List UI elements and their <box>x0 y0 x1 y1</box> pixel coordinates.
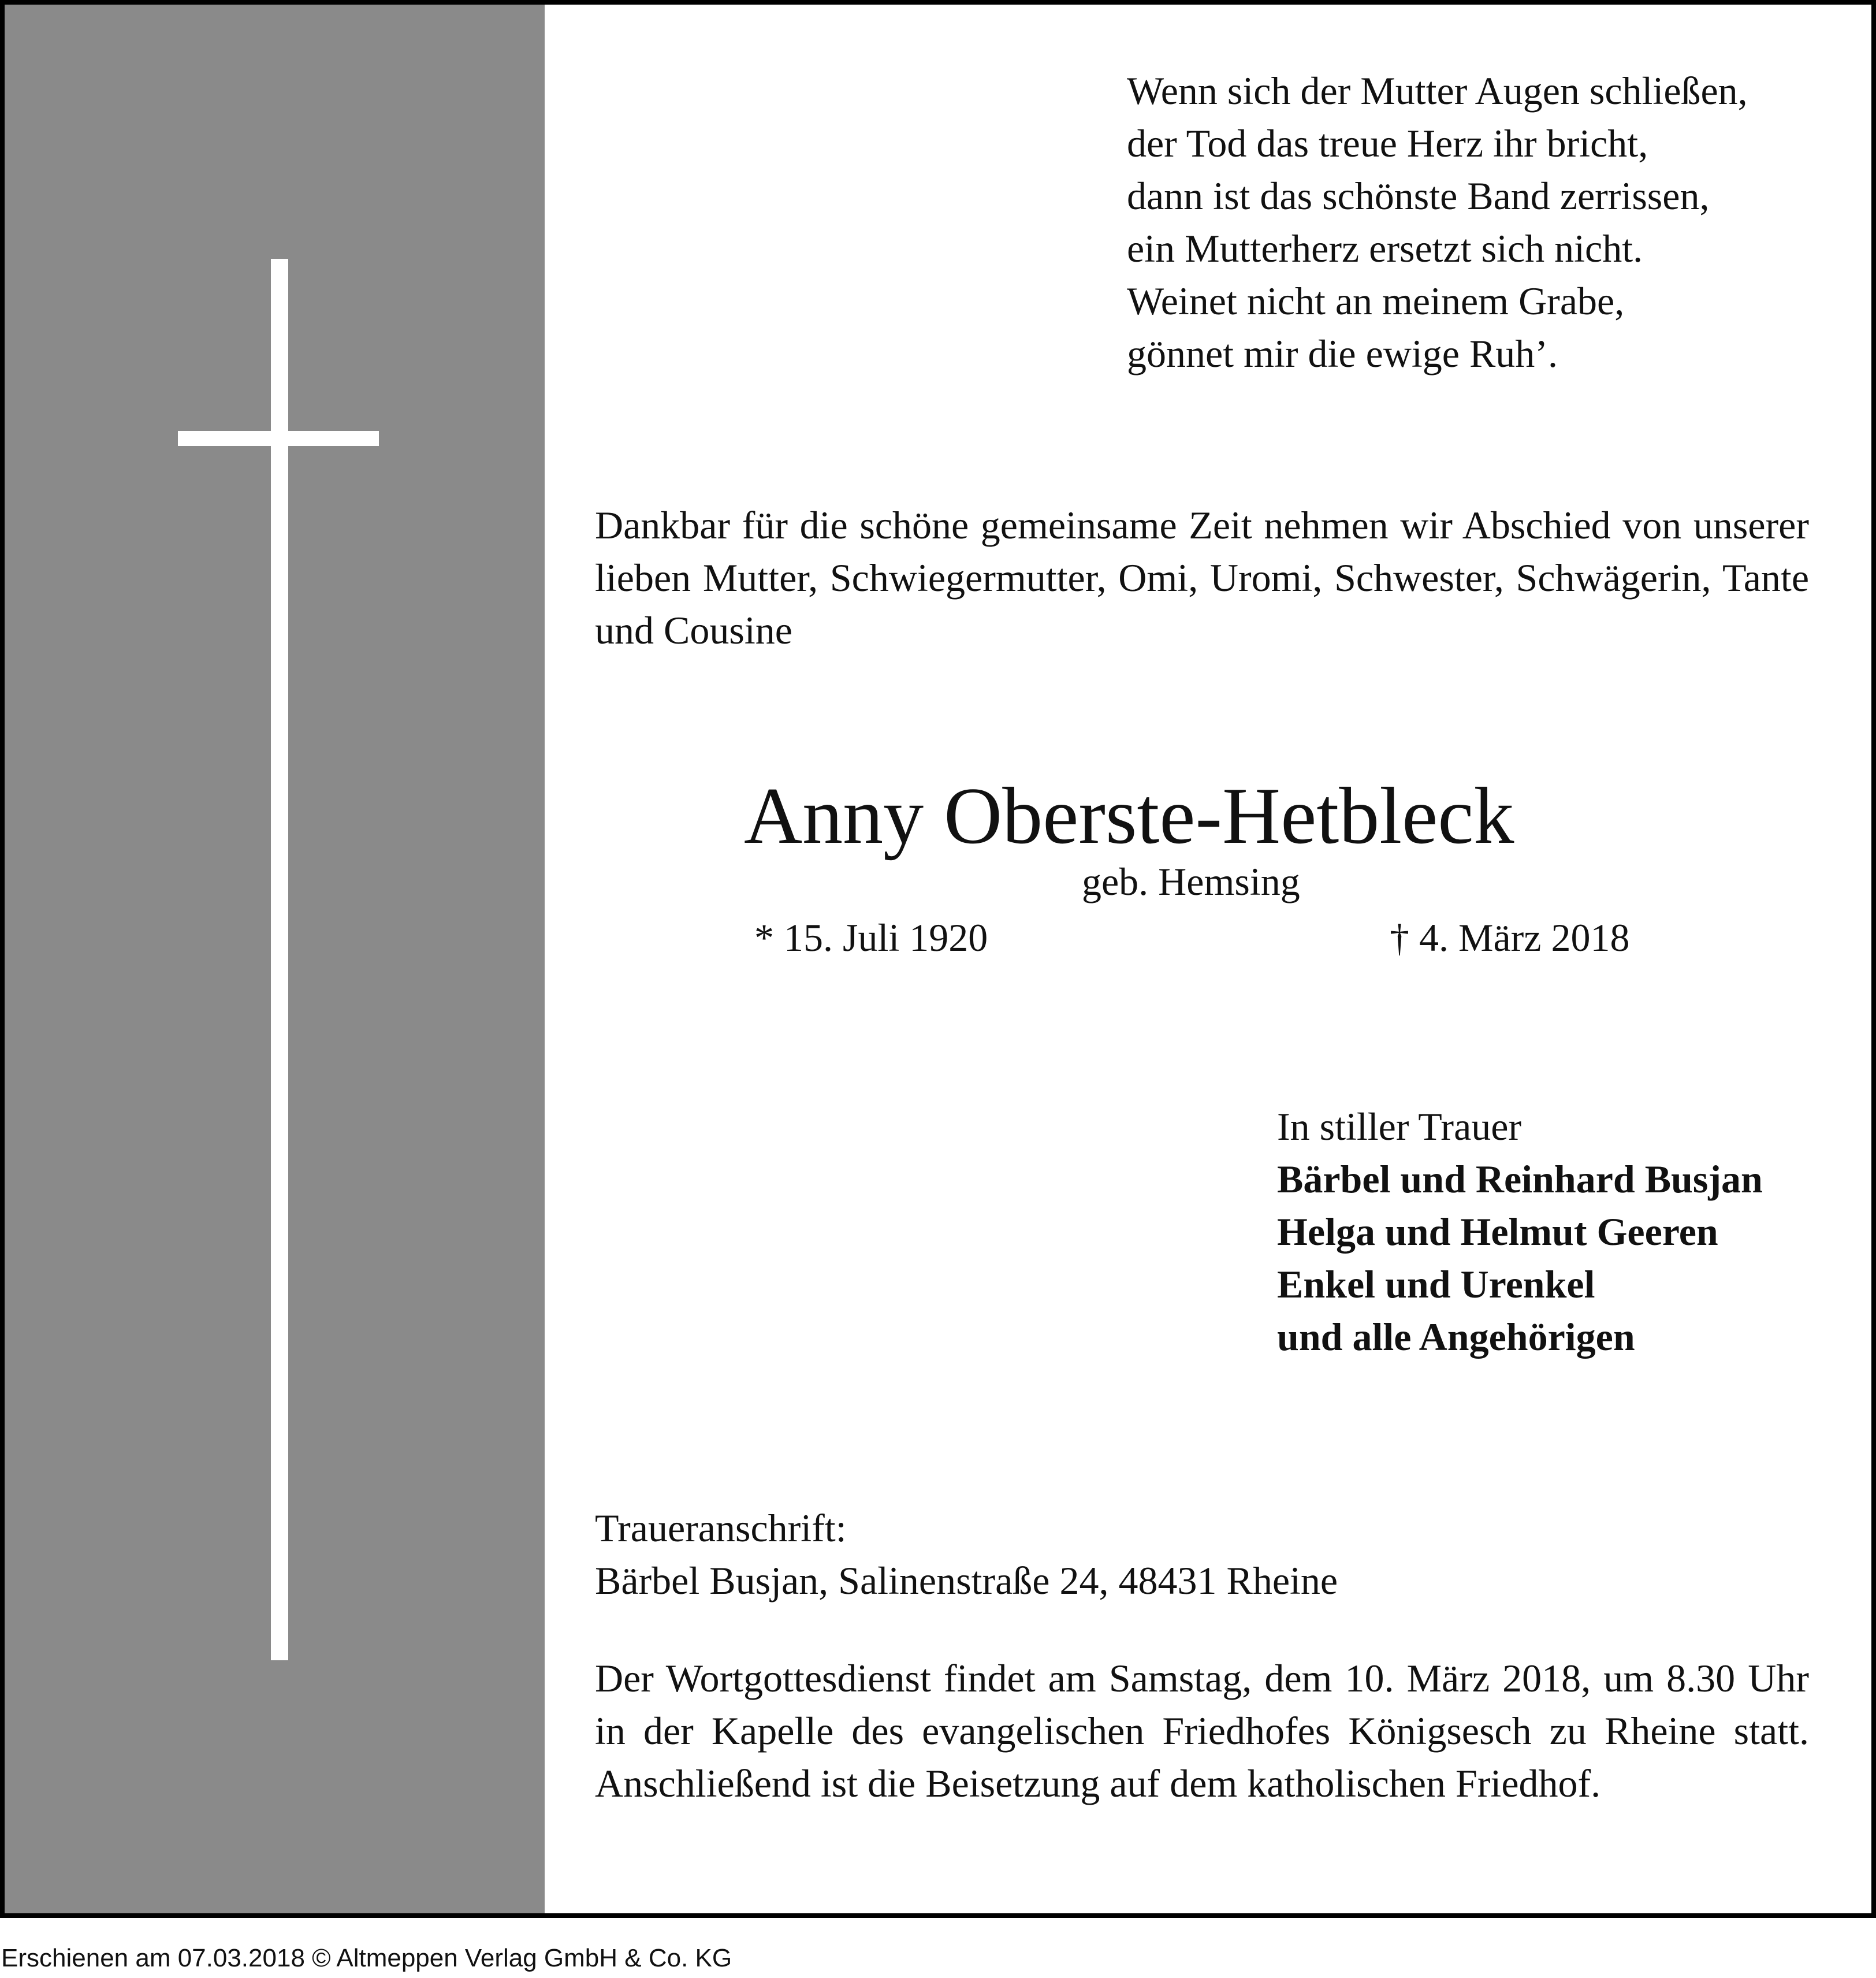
address-value: Bärbel Busjan, Salinenstraße 24, 48431 Rheine <box>595 1559 1338 1603</box>
publication-footer: Erschienen am 07.03.2018 © Altmeppen Verlag GmbH & Co. KG <box>1 1944 732 1972</box>
deceased-name: Anny Oberste-Hetbleck <box>744 771 1514 861</box>
poem-line: dann ist das schönste Band zerrissen, <box>1127 174 1710 218</box>
poem-line: der Tod das treue Herz ihr bricht, <box>1127 121 1648 165</box>
address-label: Traueranschrift: <box>595 1506 847 1550</box>
maiden-name: geb. Hemsing <box>1082 860 1300 904</box>
birth-date: * 15. Juli 1920 <box>754 916 988 960</box>
service-details: Der Wortgottesdienst findet am Samstag, dem 10. März 2018, um 8.30 Uhr in der Kapelle des evangelischen Friedhofes Königsesch zu Rheine statt. Anschließend ist die Beisetzung auf dem katholischen Friedhof. <box>595 1656 1809 1805</box>
death-date: † 4. März 2018 <box>1390 916 1630 960</box>
mourner-name: Enkel und Urenkel <box>1277 1262 1595 1306</box>
poem-line: gönnet mir die ewige Ruh’. <box>1127 332 1558 375</box>
farewell-intro: Dankbar für die schöne gemeinsame Zeit nehmen wir Abschied von unserer lieben Mutter, Schwiegermutter, Omi, Uromi, Schwester, Schwägerin, Tante und Cousine <box>595 503 1809 652</box>
poem-line: Weinet nicht an meinem Grabe, <box>1127 279 1625 323</box>
mourner-name: Bärbel und Reinhard Busjan <box>1277 1157 1763 1201</box>
mourner-name: Helga und Helmut Geeren <box>1277 1210 1718 1254</box>
poem-line: Wenn sich der Mutter Augen schließen, <box>1127 69 1748 113</box>
mourning-address <box>595 1502 1808 1607</box>
mourners-list <box>1277 1100 1832 1363</box>
cross-vertical-beam <box>271 259 288 1660</box>
memorial-poem <box>1127 65 1849 380</box>
poem-line: ein Mutterherz ersetzt sich nicht. <box>1127 226 1643 270</box>
mourners-intro: In stiller Trauer <box>1277 1105 1522 1148</box>
memorial-side-panel <box>5 5 545 1913</box>
cross-horizontal-beam <box>178 431 379 446</box>
mourner-name: und alle Angehörigen <box>1277 1315 1635 1359</box>
